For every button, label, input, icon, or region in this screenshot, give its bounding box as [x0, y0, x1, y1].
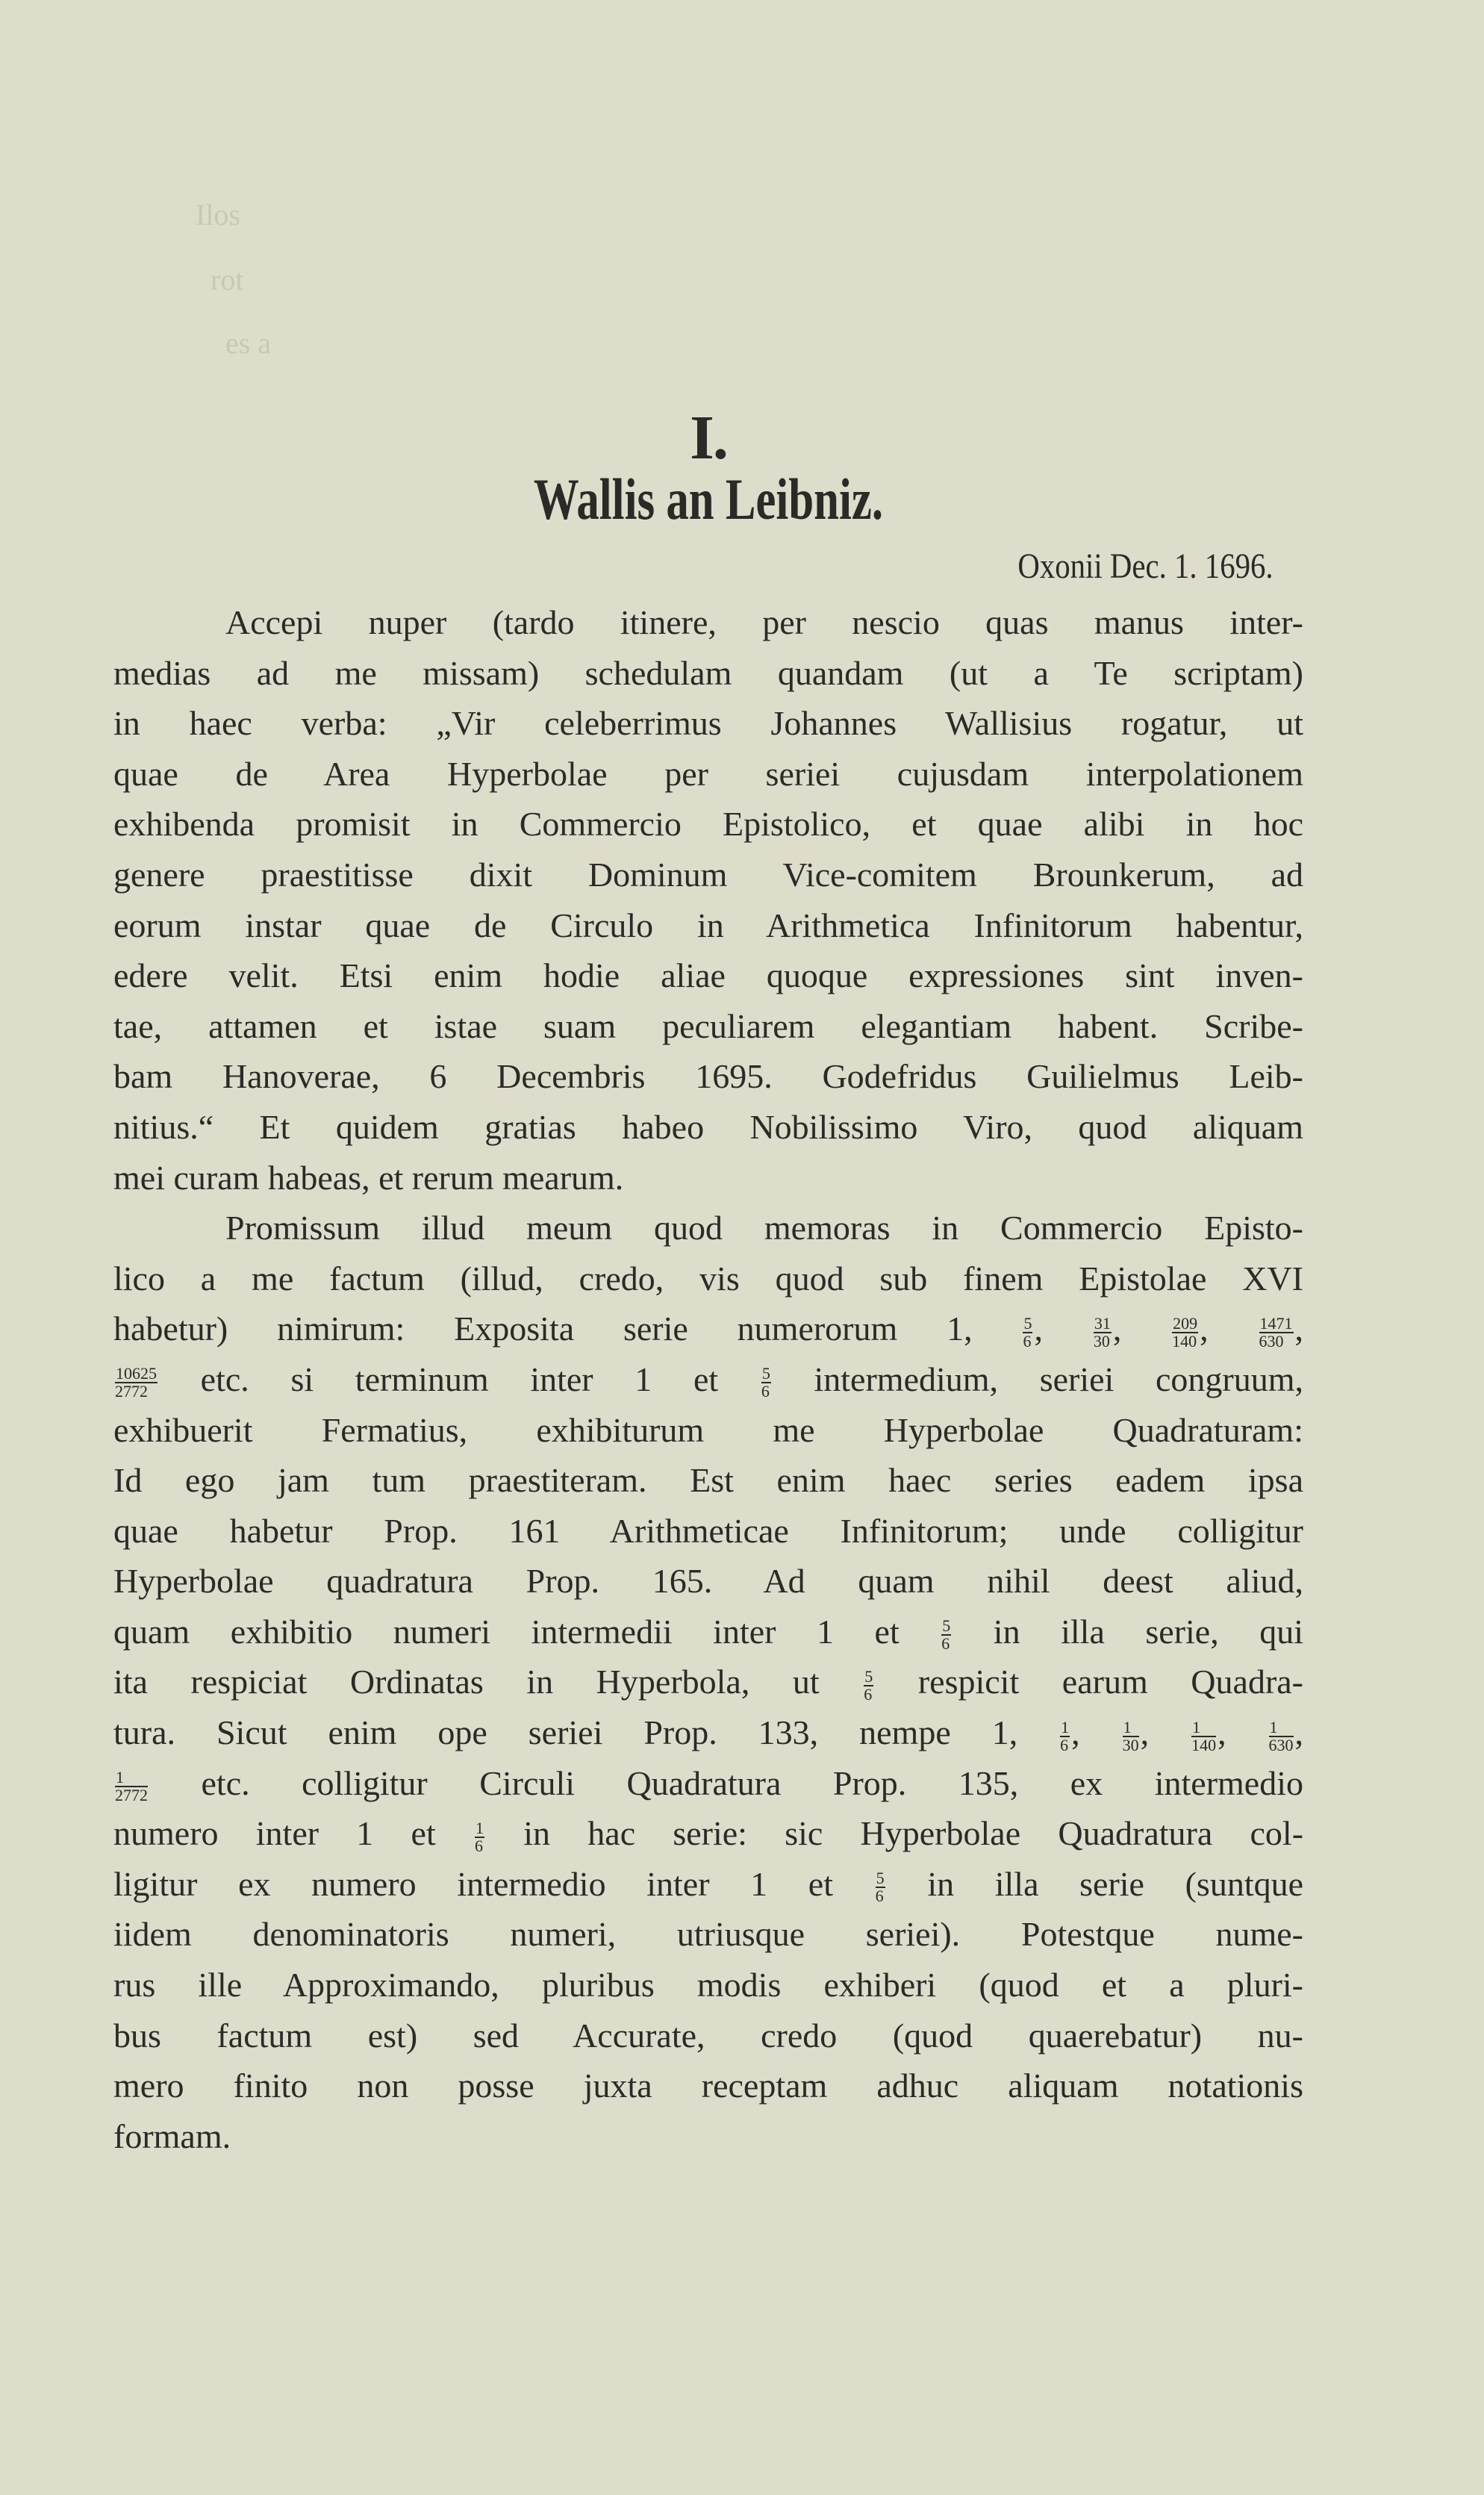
- text-line: exhibuerit Fermatius, exhibiturum me Hyperbolae Quadraturam:: [113, 1410, 1303, 1449]
- text-line: rus ille Approximando, pluribus modis exhiberi (quod et a pluri-: [113, 1966, 1303, 2005]
- text-line: quae habetur Prop. 161 Arithmeticae Infinitorum; unde colligitur: [113, 1511, 1303, 1550]
- text-line: bam Hanoverae, 6 Decembris 1695. Godefridus Guilielmus Leib-: [113, 1057, 1303, 1096]
- text-fragment: 1,: [947, 1309, 973, 1348]
- fraction: $\frac{1}{140}$: [1191, 1717, 1217, 1754]
- text-fragment: respicit earum Quadra-: [917, 1663, 1304, 1701]
- chapter-number: I.: [690, 403, 727, 473]
- fraction: $\frac{1}{2772}$: [115, 1768, 148, 1805]
- text-line: medias ad me missam) schedulam quandam (ut a Te scriptam): [113, 653, 1303, 692]
- text-line: genere praestitisse dixit Dominum Vice-comitem Brounkerum, ad: [113, 855, 1303, 894]
- text-line: Hyperbolae quadratura Prop. 165. Ad quam nihil deest aliud,: [113, 1562, 1303, 1601]
- text-line: nitius.“ Et quidem gratias habeo Nobilissimo Viro, quod aliquam: [113, 1107, 1303, 1146]
- text-line-series: [113, 1354, 1303, 1405]
- text-fragment: quam exhibitio numeri intermedii inter 1 et: [113, 1612, 900, 1651]
- text-line-series: tura. Sicut enim ope seriei Prop. 133, nempe 1, $\frac{1}{6}$ , $\frac{1}{30}$ , $\frac{1}{140}$ , $\frac{1}{630}$ ,: [113, 1713, 1304, 1754]
- fraction: $\frac{1}{30}$: [1122, 1717, 1139, 1754]
- text-fragment: ita respiciat Ordinatas in Hyperbola, ut: [113, 1663, 820, 1701]
- text-line-series: habetur) nimirum: Exposita serie numerorum 1, $\frac{5}{6}$ , $\frac{31}{30}$ , $\frac{209}{140}$ , $\frac{1471}{630}$ ,: [113, 1309, 1303, 1351]
- fraction: $\frac{1}{6}$: [1060, 1717, 1070, 1754]
- letter-title: Wallis an Leibniz.: [533, 467, 884, 532]
- text-line: [113, 1657, 1303, 1707]
- text-line: in haec verba: „Vir celeberrimus Johannes Wallisius rogatur, ut: [113, 704, 1303, 743]
- text-fragment: in illa serie, qui: [993, 1612, 1304, 1651]
- text-fragment: ligitur ex numero intermedio inter 1 et: [113, 1864, 833, 1903]
- dateline: Oxonii Dec. 1. 1696.: [1017, 546, 1273, 586]
- fraction: $\frac{5}{6}$: [864, 1666, 873, 1704]
- text-fragment: intermedium, seriei congruum,: [814, 1359, 1304, 1398]
- text-line: mero finito non posse juxta receptam adhuc aliquam notationis: [113, 2066, 1303, 2105]
- text-line: tae, attamen et istae suam peculiarem elegantiam habent. Scribe-: [113, 1006, 1303, 1045]
- fraction: $\frac{1471}{630}$: [1259, 1313, 1293, 1351]
- fraction: $\frac{5}{6}$: [941, 1616, 951, 1654]
- text-line: edere velit. Etsi enim hodie aliae quoque expressiones sint inven-: [113, 956, 1303, 995]
- text-fragment: etc. colligitur Circuli Quadratura Prop. 135, ex intermedio: [201, 1763, 1303, 1802]
- text-line: mei curam habeas, et rerum mearum.: [113, 1158, 624, 1197]
- text-line: Promissum illud meum quod memoras in Commercio Episto-: [225, 1209, 1303, 1248]
- fraction: $\frac{1}{630}$: [1268, 1717, 1294, 1754]
- text-line: [113, 1859, 1303, 1910]
- text-line: quae de Area Hyperbolae per seriei cujusdam interpolationem: [113, 754, 1303, 793]
- text-line: exhibenda promisit in Commercio Epistolico, et quae alibi in hoc: [113, 805, 1303, 844]
- text-line: [113, 1607, 1303, 1657]
- bleed-through-text: es a: [225, 326, 272, 360]
- text-fragment: in hac serie: sic Hyperbolae Quadratura col-: [523, 1814, 1304, 1853]
- text-line: [113, 1808, 1303, 1859]
- text-line: eorum instar quae de Circulo in Arithmetica Infinitorum habentur,: [113, 906, 1303, 944]
- fraction: $\frac{5}{6}$: [761, 1364, 770, 1401]
- text-fragment: numero inter 1 et: [113, 1814, 436, 1853]
- text-fragment: habetur) nimirum: Exposita serie numerorum: [113, 1309, 898, 1348]
- bleed-through-text: Ilos: [196, 198, 240, 231]
- text-line: bus factum est) sed Accurate, credo (quod quaerebatur) nu-: [113, 2016, 1303, 2055]
- fraction: $\frac{5}{6}$: [1023, 1313, 1032, 1351]
- text-line: Accepi nuper (tardo itinere, per nescio quas manus inter-: [225, 603, 1303, 641]
- text-line-series: [113, 1758, 1303, 1809]
- text-fragment: etc. si terminum inter 1 et: [200, 1359, 719, 1398]
- fraction: $\frac{10625}{2772}$: [115, 1364, 157, 1401]
- letter-body: [113, 597, 1303, 2161]
- fraction: $\frac{31}{30}$: [1093, 1313, 1111, 1351]
- fraction: $\frac{5}{6}$: [875, 1869, 885, 1906]
- text-line: iidem denominatoris numeri, utriusque seriei). Potestque nume-: [113, 1915, 1303, 1954]
- text-line: Id ego jam tum praestiteram. Est enim haec series eadem ipsa: [113, 1461, 1303, 1500]
- text-line: lico a me factum (illud, credo, vis quod sub finem Epistolae XVI: [113, 1259, 1303, 1298]
- text-fragment: tura. Sicut enim ope seriei Prop. 133, nempe 1,: [113, 1713, 1018, 1752]
- text-line: formam.: [113, 2116, 231, 2155]
- fraction: $\frac{1}{6}$: [475, 1818, 484, 1855]
- fraction: $\frac{209}{140}$: [1172, 1313, 1198, 1351]
- bleed-through-text: rot: [211, 263, 244, 296]
- text-fragment: in illa serie (suntque: [927, 1864, 1304, 1903]
